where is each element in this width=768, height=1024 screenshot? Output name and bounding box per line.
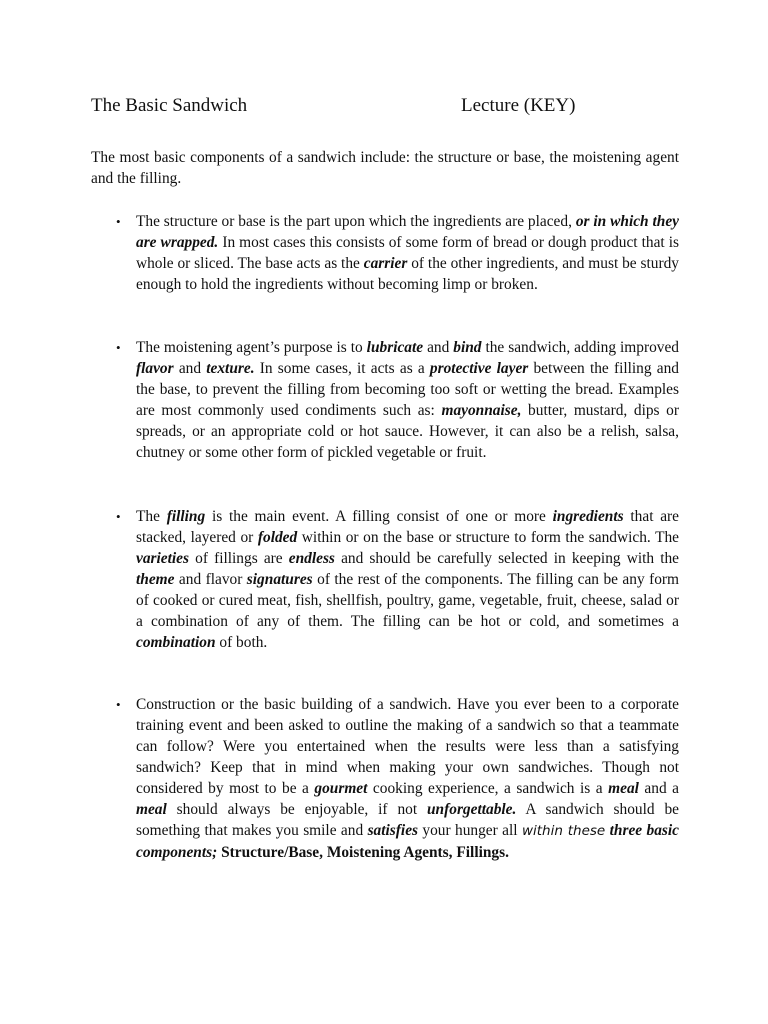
body-text: should always be enjoyable, if not	[166, 801, 427, 818]
body-text: and	[173, 360, 207, 377]
bullet-marker: •	[116, 697, 121, 712]
bullet-text	[136, 339, 679, 461]
body-text: your hunger all	[418, 822, 522, 839]
bullet-text	[136, 696, 679, 861]
body-text: and should be carefully selected in keeping with the	[334, 550, 680, 567]
emphasis-text: satisfies	[367, 822, 419, 839]
emphasis-text: gourmet	[314, 780, 368, 797]
emphasis-text: carrier	[363, 255, 408, 272]
bullet-item	[116, 506, 680, 653]
body-text: butter, mustard, dips or spreads, or an appropriate cold or hot sauce. However, it can also be a relish, salsa, chutney or some other form of pickled vegetable or fruit.	[136, 402, 679, 461]
emphasis-text: lubricate	[366, 339, 424, 356]
emphasis-text: filling	[166, 508, 206, 525]
body-text: and	[423, 339, 454, 356]
body-text: of both.	[215, 634, 268, 651]
emphasis-text: varieties	[136, 550, 189, 567]
emphasis-text: folded	[257, 529, 298, 546]
bullet-text	[136, 213, 679, 293]
emphasis-text: flavor	[136, 360, 174, 377]
body-text: In some cases, it acts as a	[254, 360, 430, 377]
emphasis-text: Structure/Base, Moistening Agents, Fillings.	[221, 844, 509, 861]
bullet-text	[136, 508, 679, 651]
body-text: and a	[638, 780, 679, 797]
body-text: within or on the base or structure to form the sandwich. The	[297, 529, 679, 546]
bullet-item	[116, 211, 679, 295]
body-text: of fillings are	[189, 550, 289, 567]
bullet-marker: •	[116, 509, 121, 524]
bullet-item	[116, 694, 680, 863]
emphasis-text: endless	[288, 550, 335, 567]
bullet-marker: •	[116, 340, 121, 355]
body-text: cooking experience, a sandwich is a	[367, 780, 609, 797]
emphasis-text: meal	[608, 780, 639, 797]
title-row	[91, 95, 691, 123]
emphasis-text: theme	[136, 571, 175, 588]
body-text: is the main event. A filling consist of one or more	[205, 508, 553, 525]
bullet-item	[116, 337, 680, 463]
body-text: that are stacked, layered or	[136, 508, 680, 546]
body-text: The structure or base is the part upon which the ingredients are placed,	[136, 213, 576, 230]
bullet-marker: •	[116, 214, 121, 229]
body-text: In most cases this consists of some form of bread or dough product that is whole or sliced. The base acts as the	[136, 234, 679, 272]
body-text: The	[136, 508, 167, 525]
document-title: The Basic Sandwich	[91, 95, 248, 116]
emphasis-text: texture.	[206, 360, 255, 377]
emphasis-text: bind	[453, 339, 482, 356]
body-text: between the filling and the base, to prevent the filling from becoming too soft or wetting the bread. Examples are most commonly used condiments such as:	[136, 360, 679, 419]
body-text: Construction or the basic building of a sandwich. Have you ever been to a corporate training event and been asked to outline the making of a sandwich so that a teammate can follow? Were you entertained when the results were less than a satisfying sandwich? Keep that in mind when making your own sandwiches. Though not considered by most to be a	[136, 696, 679, 797]
emphasis-text: signatures	[246, 571, 313, 588]
emphasis-text: protective layer	[429, 360, 529, 377]
emphasis-text: meal	[136, 801, 167, 818]
body-text: of the rest of the components. The filling can be any form of cooked or cured meat, fish, shellfish, poultry, game, vegetable, fruit, cheese, salad or a combination of any of them. The filling can be hot or cold, and sometimes a	[136, 571, 680, 630]
body-text: The moistening agent’s purpose is to	[136, 339, 367, 356]
body-text: A sandwich should be something that makes you smile and	[136, 801, 679, 839]
emphasis-text: or in which they are wrapped.	[136, 213, 679, 251]
body-text: of the other ingredients, and must be sturdy enough to hold the ingredients without becoming limp or broken.	[136, 255, 679, 293]
body-text: the sandwich, adding improved	[481, 339, 680, 356]
emphasis-text: mayonnaise,	[441, 402, 522, 419]
emphasis-text: ingredients	[552, 508, 624, 525]
emphasis-text: unforgettable.	[427, 801, 517, 818]
emphasis-text: within these	[521, 823, 606, 839]
emphasis-text: three basic components;	[136, 822, 680, 861]
body-text: and flavor	[174, 571, 247, 588]
emphasis-text: combination	[136, 634, 216, 651]
document-subtitle: Lecture (KEY)	[461, 95, 576, 116]
intro-paragraph: The most basic components of a sandwich include: the structure or base, the moistening agent and the filling.	[91, 149, 679, 187]
